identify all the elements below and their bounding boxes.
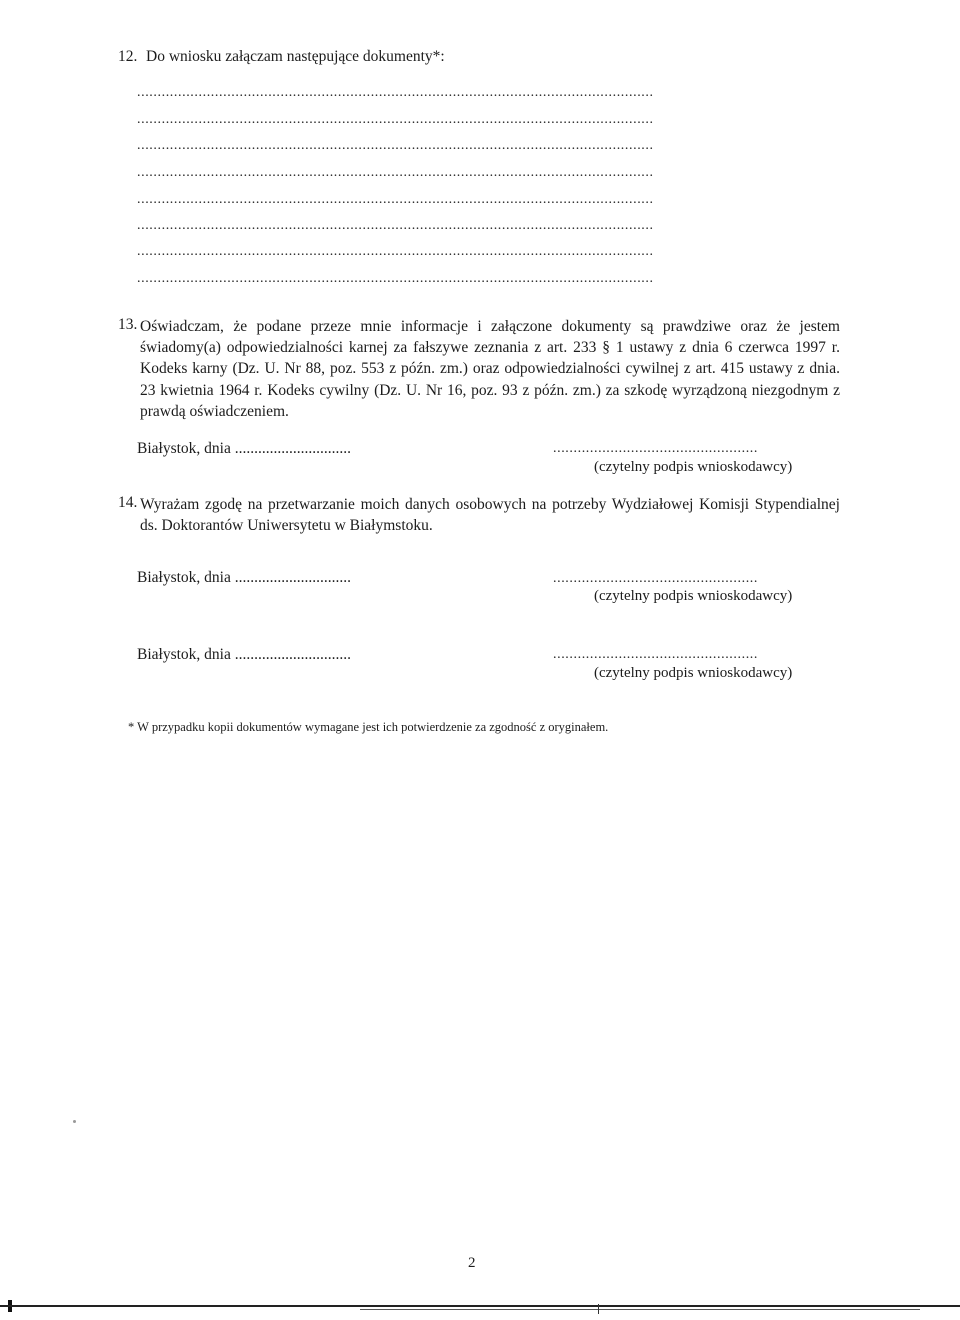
place-date-field-3[interactable]: Białystok, dnia .............................. — [137, 646, 351, 663]
signature-line-3[interactable]: .................................................. — [553, 648, 758, 662]
consent-line-1: Wyrażam zgodę na przetwarzanie moich danych osobowych na potrzeby Wydziałowej Komisji Stypendialnej — [140, 496, 840, 513]
scan-edge-line — [0, 1305, 960, 1307]
scan-edge-tick — [598, 1304, 599, 1314]
statement-line-1: Oświadczam, że podane przeze mnie informacje i załączone dokumenty są prawdziwe oraz że jestem — [140, 318, 840, 335]
section-14-consent — [140, 494, 840, 536]
statement-line-2: świadomy(a) odpowiedzialności karnej za fałszywe zeznania z art. 233 § 1 ustawy z dnia 6 czerwca 1997 r. — [140, 339, 840, 357]
statement-line-3: Kodeks karny (Dz. U. Nr 88, poz. 553 z późn. zm.) oraz odpowiedzialności cywilnej z art. 415 ustawy z dnia. — [140, 360, 840, 378]
section-13-statement — [140, 316, 840, 422]
section-12-number: 12. — [118, 48, 138, 65]
statement-line-4: 23 kwietnia 1964 r. Kodeks cywilny (Dz. U. Nr 16, poz. 93 z późn. zm.) za szkodę wyrządzoną niezgodnym z — [140, 381, 840, 399]
place-date-field-1[interactable]: Białystok, dnia .............................. — [137, 440, 351, 457]
attachment-line-2[interactable]: .............................................................................................................................. — [137, 113, 654, 127]
scan-speck — [73, 1120, 76, 1123]
section-13-number: 13. — [118, 316, 138, 333]
footnote: * W przypadku kopii dokumentów wymagane jest ich potwierdzenie za zgodność z oryginałem. — [128, 720, 609, 734]
attachment-line-4[interactable]: .............................................................................................................................. — [137, 166, 654, 180]
place-date-field-2[interactable]: Białystok, dnia .............................. — [137, 569, 351, 586]
signature-label-3: (czytelny podpis wnioskodawcy) — [594, 665, 793, 681]
attachment-line-1[interactable]: .............................................................................................................................. — [137, 86, 654, 100]
attachment-line-3[interactable]: .............................................................................................................................. — [137, 139, 654, 153]
signature-line-1[interactable]: .................................................. — [553, 442, 758, 456]
signature-label-1: (czytelny podpis wnioskodawcy) — [594, 459, 793, 475]
page-number: 2 — [468, 1255, 476, 1271]
attachment-line-8[interactable]: .............................................................................................................................. — [137, 272, 654, 286]
consent-line-2: ds. Doktorantów Uniwersytetu w Białymstoku. — [140, 517, 433, 535]
signature-line-2[interactable]: .................................................. — [553, 572, 758, 586]
statement-line-5: prawdą oświadczeniem. — [140, 402, 289, 420]
attachment-line-6[interactable]: .............................................................................................................................. — [137, 219, 654, 233]
attachment-line-7[interactable]: .............................................................................................................................. — [137, 245, 654, 259]
scan-edge-line-secondary — [360, 1309, 920, 1310]
section-14-number: 14. — [118, 494, 138, 511]
signature-label-2: (czytelny podpis wnioskodawcy) — [594, 588, 793, 604]
section-12-title: Do wniosku załączam następujące dokumenty*: — [146, 48, 445, 65]
attachment-line-5[interactable]: .............................................................................................................................. — [137, 193, 654, 207]
